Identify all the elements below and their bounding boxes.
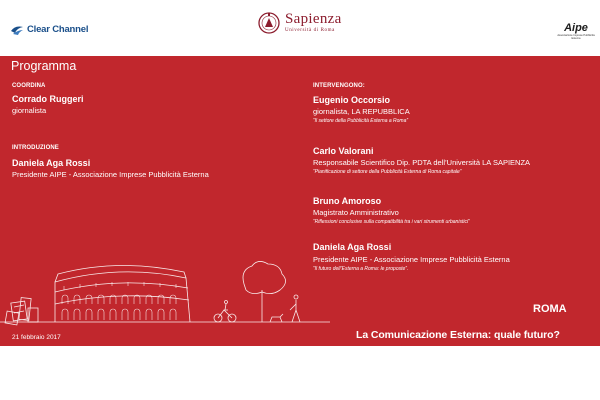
speaker-quote: “Pianificazione di settore della Pubblicità Esterna di Roma capitale” [313, 169, 462, 175]
speaker-name: Eugenio Occorsio [313, 95, 391, 105]
speaker-quote: “Riflessioni conclusive sulla compatibilità tra i vari strumenti urbanistici” [313, 219, 470, 225]
speaker-role: Presidente AIPE - Associazione Imprese Pubblicità Esterna [313, 255, 510, 264]
speaker-quote: “Il futuro dell’Esterna a Roma: le proposte”. [313, 266, 409, 272]
introduzione-name: Daniela Aga Rossi [12, 158, 91, 168]
conference-title: La Comunicazione Esterna: quale futuro? [356, 329, 560, 341]
aipe-logo [556, 23, 596, 40]
speaker-role: Magistrato Amministrativo [313, 208, 399, 217]
speaker-name: Daniela Aga Rossi [313, 242, 392, 252]
aipe-logo-text: Aipe [564, 22, 588, 34]
header [0, 0, 600, 56]
introduzione-role: Presidente AIPE - Associazione Imprese Pubblicità Esterna [12, 170, 209, 179]
city-label: ROMA [533, 303, 567, 315]
program-panel [0, 56, 600, 346]
clear-channel-logo-icon [10, 25, 24, 35]
sapienza-subtitle: Università di Roma [285, 28, 335, 33]
clear-channel-logo-text: Clear Channel [27, 24, 89, 35]
speaker-name: Bruno Amoroso [313, 196, 382, 206]
aipe-logo-subtitle: Associazione Imprese Pubblicità Esterna [557, 34, 595, 40]
sapienza-name: Sapienza [285, 11, 342, 27]
coordina-role: giornalista [12, 106, 47, 115]
program-title: Programma [11, 59, 77, 73]
rome-cityscape-illustration [0, 260, 330, 326]
sapienza-seal-icon [258, 10, 280, 36]
speaker-quote: “Il settore della Pubblicità Esterna a Roma” [313, 118, 409, 124]
sapienza-logo [258, 10, 342, 36]
coordina-label: COORDINA [12, 83, 46, 89]
speaker-role: giornalista, LA REPUBBLICA [313, 107, 410, 116]
coordina-name: Corrado Ruggeri [12, 94, 84, 104]
speaker-name: Carlo Valorani [313, 146, 374, 156]
clear-channel-logo [10, 24, 88, 35]
conference-bar [0, 329, 600, 346]
intervengono-label: INTERVENGONO: [313, 83, 365, 89]
speaker-role: Responsabile Scientifico Dip. PDTA dell’Università LA SAPIENZA [313, 158, 531, 167]
event-date: 21 febbraio 2017 [12, 334, 61, 341]
introduzione-label: INTRODUZIONE [12, 145, 59, 151]
